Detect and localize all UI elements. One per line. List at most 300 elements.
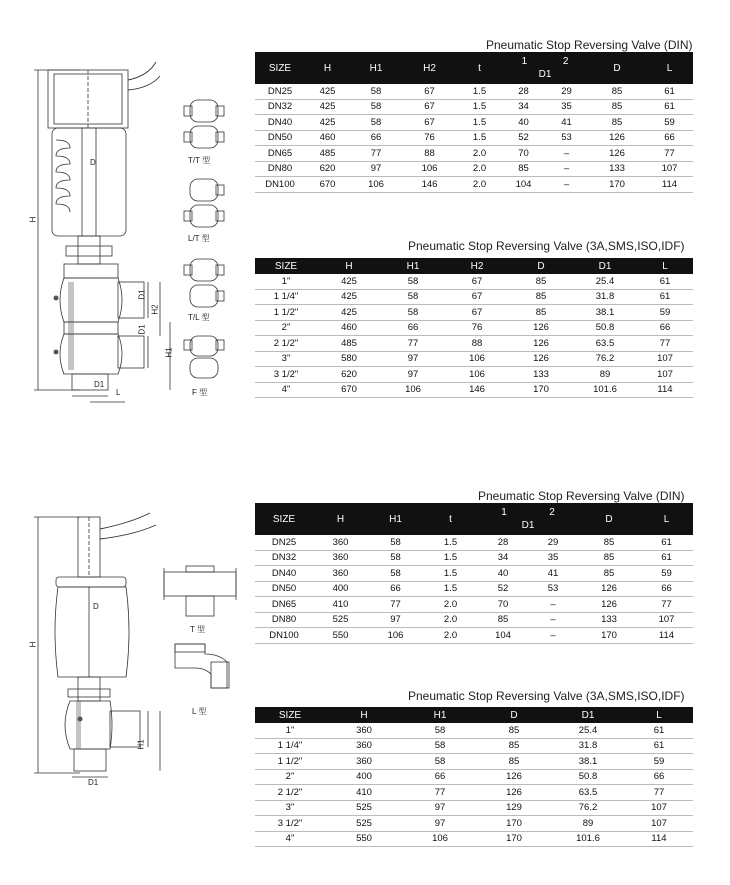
table-cell: 67: [445, 289, 509, 305]
table-cell: 104 –: [502, 177, 588, 193]
table-cell: DN32: [255, 99, 305, 115]
table-cell: 1.5: [457, 84, 502, 99]
table-row: [255, 535, 693, 550]
table-cell: 66: [646, 130, 693, 146]
table-cell: 25.4: [573, 274, 637, 289]
dim-label-d: D: [90, 158, 96, 167]
type-tt-label: T/T 型: [188, 156, 211, 165]
table-cell: 38.1: [551, 754, 625, 770]
table-cell: 97: [381, 351, 445, 367]
table-cell: 40 41: [478, 566, 578, 582]
table-cell: 70 –: [478, 597, 578, 613]
table-row: [255, 800, 693, 816]
table-cell: 400: [313, 581, 368, 597]
table-cell: 63.5: [573, 336, 637, 352]
col-header: SIZE: [255, 503, 313, 535]
table-cell: 85: [509, 274, 573, 289]
table-cell: 170: [477, 831, 551, 847]
table-cell: 59: [637, 305, 693, 321]
table-cell: 104 –: [478, 628, 578, 644]
table-cell: 425: [317, 289, 381, 305]
col-header: H: [313, 503, 368, 535]
table-cell: 3": [255, 800, 325, 816]
dim-label-h-2: H: [28, 641, 38, 648]
table-cell: 59: [646, 115, 693, 131]
table-cell: 58: [403, 738, 477, 754]
table-cell: 67: [445, 274, 509, 289]
table-cell: 2.0: [423, 628, 478, 644]
table-cell: 58: [350, 99, 402, 115]
table-cell: DN40: [255, 115, 305, 131]
table-cell: 126: [588, 146, 646, 162]
table-row: [255, 831, 693, 847]
table-cell: DN25: [255, 535, 313, 550]
table-cell: 85: [509, 289, 573, 305]
table-row: [255, 146, 693, 162]
table-cell: 107: [646, 161, 693, 177]
table-cell: 85: [477, 754, 551, 770]
table-cell: 25.4: [551, 723, 625, 738]
s2-din-title: Pneumatic Stop Reversing Valve (DIN): [478, 489, 685, 503]
table-cell: 126: [578, 597, 640, 613]
table-row: [255, 336, 693, 352]
col-header: D: [509, 258, 573, 274]
table-cell: DN25: [255, 84, 305, 99]
col-header: SIZE: [255, 707, 325, 723]
type-t-icon: [160, 562, 240, 618]
table-cell: 425: [317, 274, 381, 289]
table-cell: 4": [255, 382, 317, 398]
table-cell: 76: [445, 320, 509, 336]
table-cell: 85: [578, 550, 640, 566]
table-cell: 59: [640, 566, 693, 582]
table-cell: 58: [368, 566, 423, 582]
col-header-d1: D1 1 2: [478, 503, 578, 535]
table-cell: 61: [646, 84, 693, 99]
table-cell: 61: [646, 99, 693, 115]
table-cell: 58: [381, 274, 445, 289]
col-header: H1: [350, 52, 402, 84]
table-cell: 59: [625, 754, 693, 770]
table-cell: 58: [381, 305, 445, 321]
table-cell: 77: [403, 785, 477, 801]
table-cell: 77: [368, 597, 423, 613]
table-cell: DN50: [255, 581, 313, 597]
table-cell: 3 1/2": [255, 816, 325, 832]
table-cell: 40 41: [502, 115, 588, 131]
table-cell: 34 35: [478, 550, 578, 566]
table-cell: 1 1/2": [255, 305, 317, 321]
table-cell: 106: [350, 177, 402, 193]
table-cell: 2.0: [457, 146, 502, 162]
table-cell: 97: [403, 800, 477, 816]
table-cell: 525: [325, 816, 403, 832]
col-header: D: [477, 707, 551, 723]
table-cell: 34 35: [502, 99, 588, 115]
table-cell: 76.2: [573, 351, 637, 367]
table-row: [255, 581, 693, 597]
table-row: [255, 99, 693, 115]
table-cell: 52 53: [502, 130, 588, 146]
table-cell: 129: [477, 800, 551, 816]
table-cell: 76: [402, 130, 457, 146]
type-lt-icon: [182, 175, 228, 233]
table-cell: DN40: [255, 566, 313, 582]
table-cell: 97: [403, 816, 477, 832]
col-header: SIZE: [255, 258, 317, 274]
table-row: [255, 566, 693, 582]
table-cell: 485: [317, 336, 381, 352]
table-cell: 360: [325, 723, 403, 738]
table-cell: 28 29: [478, 535, 578, 550]
table-cell: 76.2: [551, 800, 625, 816]
col-header: D1: [551, 707, 625, 723]
table-row: [255, 84, 693, 99]
s1-din-table: [255, 52, 693, 193]
col-header: D: [588, 52, 646, 84]
table-cell: 52 53: [478, 581, 578, 597]
type-l-icon: [165, 640, 235, 702]
table-cell: 425: [305, 115, 350, 131]
table-row: [255, 816, 693, 832]
table-cell: 114: [637, 382, 693, 398]
table-cell: 1 1/4": [255, 738, 325, 754]
table-cell: 85: [578, 566, 640, 582]
table-row: [255, 320, 693, 336]
table-cell: 1.5: [457, 99, 502, 115]
table-cell: DN100: [255, 628, 313, 644]
table-cell: 66: [625, 769, 693, 785]
table-cell: 61: [637, 289, 693, 305]
table-cell: 2 1/2": [255, 336, 317, 352]
table-row: [255, 289, 693, 305]
table-cell: 58: [403, 754, 477, 770]
table-row: [255, 628, 693, 644]
table-cell: 31.8: [551, 738, 625, 754]
table-cell: DN50: [255, 130, 305, 146]
col-header-d1: D1 1 2: [502, 52, 588, 84]
table-cell: 97: [381, 367, 445, 383]
table-row: [255, 305, 693, 321]
table-cell: DN32: [255, 550, 313, 566]
col-header: H: [317, 258, 381, 274]
table-cell: 107: [637, 367, 693, 383]
table-cell: 58: [381, 289, 445, 305]
s1-din-title: Pneumatic Stop Reversing Valve (DIN): [486, 38, 693, 52]
table-cell: 85: [578, 535, 640, 550]
table-cell: 360: [325, 754, 403, 770]
table-cell: 97: [350, 161, 402, 177]
table-cell: 425: [317, 305, 381, 321]
table-cell: 77: [637, 336, 693, 352]
dim-label-d1-base: D1: [94, 380, 105, 389]
table-cell: 77: [381, 336, 445, 352]
table-cell: 77: [640, 597, 693, 613]
table-row: [255, 597, 693, 613]
table-cell: 360: [313, 566, 368, 582]
table-cell: 146: [445, 382, 509, 398]
table-cell: 670: [317, 382, 381, 398]
table-cell: 66: [381, 320, 445, 336]
table-cell: 61: [637, 274, 693, 289]
table-cell: 66: [637, 320, 693, 336]
table-cell: 126: [477, 785, 551, 801]
col-header: D1: [573, 258, 637, 274]
table-cell: 550: [313, 628, 368, 644]
col-header: t: [457, 52, 502, 84]
table-cell: 38.1: [573, 305, 637, 321]
dim-label-d1: D1: [137, 289, 147, 300]
table-row: [255, 351, 693, 367]
type-t-label: T 型: [190, 625, 205, 634]
type-f-label: F 型: [192, 388, 208, 397]
table-cell: 63.5: [551, 785, 625, 801]
col-header: H1: [381, 258, 445, 274]
table-row: [255, 769, 693, 785]
table-cell: DN80: [255, 612, 313, 628]
table-cell: 50.8: [573, 320, 637, 336]
dim-label-d-2: D: [93, 602, 99, 611]
dim-label-d1-lower: D1: [137, 324, 147, 335]
table-cell: 88: [445, 336, 509, 352]
col-header: SIZE: [255, 52, 305, 84]
table-cell: 97: [368, 612, 423, 628]
table-cell: 66: [350, 130, 402, 146]
dim-label-l: L: [116, 388, 121, 397]
table-cell: 1 1/4": [255, 289, 317, 305]
table-cell: DN65: [255, 146, 305, 162]
table-cell: 2": [255, 320, 317, 336]
table-cell: 360: [313, 550, 368, 566]
s2-sms-table: [255, 707, 693, 847]
col-header: H: [305, 52, 350, 84]
table-cell: 58: [350, 84, 402, 99]
table-cell: 550: [325, 831, 403, 847]
valve-drawing-1: [20, 60, 180, 405]
table-cell: 1.5: [423, 581, 478, 597]
table-cell: 580: [317, 351, 381, 367]
table-cell: 460: [317, 320, 381, 336]
table-row: [255, 367, 693, 383]
table-cell: 126: [588, 130, 646, 146]
table-cell: 50.8: [551, 769, 625, 785]
table-cell: 88: [402, 146, 457, 162]
table-cell: 485: [305, 146, 350, 162]
table-cell: 670: [305, 177, 350, 193]
col-header: H2: [402, 52, 457, 84]
s2-sms-title: Pneumatic Stop Reversing Valve (3A,SMS,ISO,IDF): [408, 689, 685, 703]
table-row: [255, 612, 693, 628]
dim-label-h1-2: H1: [136, 739, 146, 750]
table-cell: 106: [368, 628, 423, 644]
table-cell: 58: [403, 723, 477, 738]
type-lt-label: L/T 型: [188, 234, 210, 243]
table-row: [255, 274, 693, 289]
table-cell: 1.5: [457, 115, 502, 131]
table-cell: 1.5: [457, 130, 502, 146]
table-cell: 360: [313, 535, 368, 550]
table-cell: 126: [578, 581, 640, 597]
table-cell: 89: [573, 367, 637, 383]
table-cell: 114: [625, 831, 693, 847]
type-tl-icon: [182, 255, 228, 313]
col-header: H: [325, 707, 403, 723]
table-cell: 126: [509, 336, 573, 352]
table-cell: 2.0: [457, 177, 502, 193]
s2-din-table: [255, 503, 693, 644]
table-row: [255, 723, 693, 738]
table-cell: 133: [578, 612, 640, 628]
s1-sms-title: Pneumatic Stop Reversing Valve (3A,SMS,ISO,IDF): [408, 239, 685, 253]
table-row: [255, 738, 693, 754]
col-header: D: [578, 503, 640, 535]
table-cell: 58: [368, 550, 423, 566]
table-cell: 3": [255, 351, 317, 367]
dim-label-h: H: [28, 216, 38, 223]
type-tt-icon: [182, 96, 228, 154]
table-cell: 31.8: [573, 289, 637, 305]
table-cell: 58: [368, 535, 423, 550]
table-cell: 2": [255, 769, 325, 785]
dim-label-d1-2: D1: [88, 778, 99, 787]
table-row: [255, 382, 693, 398]
table-cell: 67: [402, 84, 457, 99]
table-cell: 1.5: [423, 550, 478, 566]
table-cell: 106: [445, 351, 509, 367]
col-header: H2: [445, 258, 509, 274]
table-cell: 126: [509, 320, 573, 336]
table-cell: 2.0: [457, 161, 502, 177]
table-cell: 425: [305, 84, 350, 99]
table-cell: 170: [477, 816, 551, 832]
col-header: L: [640, 503, 693, 535]
type-tl-label: T/L 型: [188, 313, 210, 322]
table-cell: 85: [477, 723, 551, 738]
dim-label-h1: H1: [164, 347, 174, 358]
table-row: [255, 177, 693, 193]
col-header: t: [423, 503, 478, 535]
table-cell: 61: [625, 738, 693, 754]
table-cell: 85: [477, 738, 551, 754]
table-cell: 85: [588, 115, 646, 131]
table-cell: 61: [640, 550, 693, 566]
table-cell: 2 1/2": [255, 785, 325, 801]
col-header: L: [637, 258, 693, 274]
table-cell: 425: [305, 99, 350, 115]
table-cell: 66: [368, 581, 423, 597]
table-cell: 126: [477, 769, 551, 785]
table-cell: 107: [625, 800, 693, 816]
table-cell: 1": [255, 723, 325, 738]
col-header: L: [646, 52, 693, 84]
dim-label-h2: H2: [150, 304, 160, 315]
col-header: H1: [403, 707, 477, 723]
table-cell: 114: [640, 628, 693, 644]
table-cell: 58: [350, 115, 402, 131]
table-cell: 77: [625, 785, 693, 801]
table-cell: 525: [313, 612, 368, 628]
table-cell: 85: [588, 99, 646, 115]
table-cell: 170: [509, 382, 573, 398]
table-cell: 106: [402, 161, 457, 177]
table-cell: 460: [305, 130, 350, 146]
table-cell: 66: [640, 581, 693, 597]
table-cell: 67: [445, 305, 509, 321]
table-row: [255, 115, 693, 131]
table-cell: 106: [445, 367, 509, 383]
table-cell: 133: [588, 161, 646, 177]
table-cell: 66: [403, 769, 477, 785]
table-row: [255, 161, 693, 177]
table-cell: 620: [317, 367, 381, 383]
table-cell: 85 –: [502, 161, 588, 177]
table-cell: 525: [325, 800, 403, 816]
table-cell: 106: [381, 382, 445, 398]
table-cell: 4": [255, 831, 325, 847]
table-cell: 101.6: [551, 831, 625, 847]
type-f-icon: [182, 332, 228, 382]
type-l-label: L 型: [192, 707, 207, 716]
table-cell: 1.5: [423, 535, 478, 550]
table-cell: 85 –: [478, 612, 578, 628]
table-cell: DN100: [255, 177, 305, 193]
col-header: L: [625, 707, 693, 723]
table-cell: 410: [313, 597, 368, 613]
table-cell: 77: [350, 146, 402, 162]
table-cell: 133: [509, 367, 573, 383]
table-cell: 114: [646, 177, 693, 193]
table-cell: 620: [305, 161, 350, 177]
table-cell: 400: [325, 769, 403, 785]
table-cell: 107: [637, 351, 693, 367]
table-cell: 2.0: [423, 612, 478, 628]
table-cell: 89: [551, 816, 625, 832]
s1-sms-table: [255, 258, 693, 398]
table-cell: 1": [255, 274, 317, 289]
table-cell: 101.6: [573, 382, 637, 398]
table-cell: 106: [403, 831, 477, 847]
table-cell: 107: [625, 816, 693, 832]
table-cell: 170: [578, 628, 640, 644]
table-cell: 61: [640, 535, 693, 550]
table-cell: 67: [402, 99, 457, 115]
table-cell: 360: [325, 738, 403, 754]
table-row: [255, 550, 693, 566]
table-cell: DN65: [255, 597, 313, 613]
table-cell: 146: [402, 177, 457, 193]
table-cell: 85: [509, 305, 573, 321]
table-cell: DN80: [255, 161, 305, 177]
table-row: [255, 785, 693, 801]
table-cell: 28 29: [502, 84, 588, 99]
col-header: H1: [368, 503, 423, 535]
table-cell: 107: [640, 612, 693, 628]
table-cell: 1 1/2": [255, 754, 325, 770]
table-cell: 3 1/2": [255, 367, 317, 383]
table-cell: 126: [509, 351, 573, 367]
table-cell: 85: [588, 84, 646, 99]
table-cell: 410: [325, 785, 403, 801]
table-cell: 1.5: [423, 566, 478, 582]
table-row: [255, 754, 693, 770]
table-cell: 170: [588, 177, 646, 193]
valve-drawing-2: [20, 505, 180, 795]
table-cell: 2.0: [423, 597, 478, 613]
table-row: [255, 130, 693, 146]
table-cell: 77: [646, 146, 693, 162]
table-cell: 70 –: [502, 146, 588, 162]
table-cell: 61: [625, 723, 693, 738]
